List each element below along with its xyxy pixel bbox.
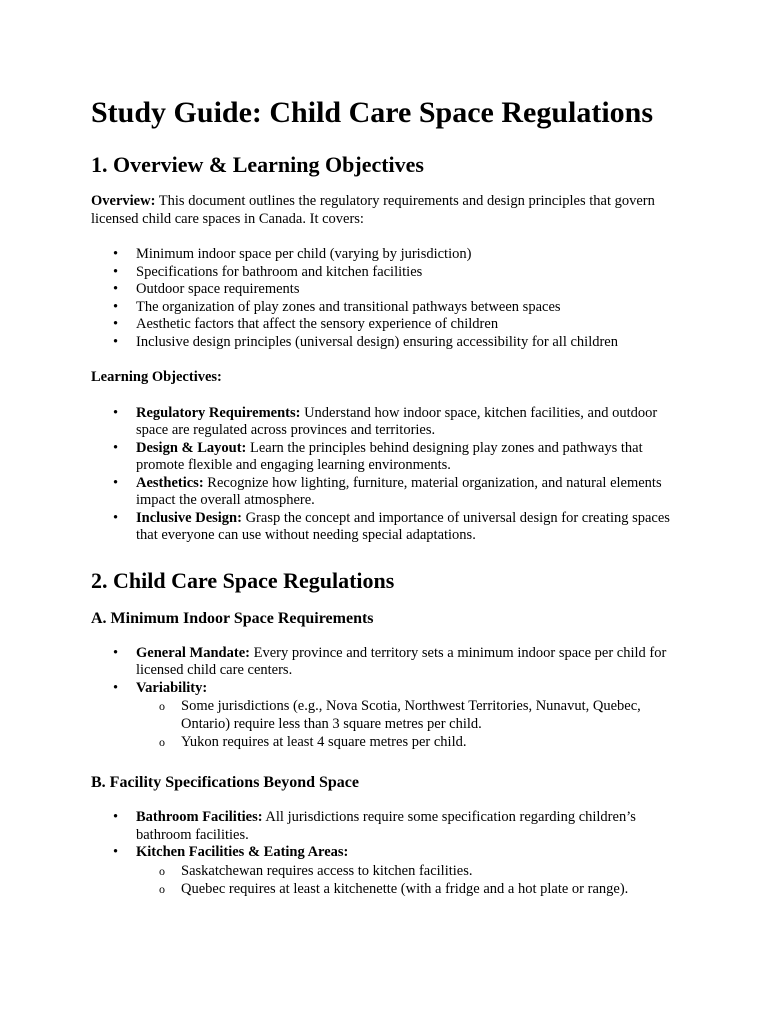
document-title: Study Guide: Child Care Space Regulations (91, 96, 654, 129)
objective-text: Learn the principles behind designing play zones and pathways that promote flexible and engaging learning environments. (136, 439, 643, 473)
bullet-icon: • (113, 644, 119, 661)
list-item (91, 809, 688, 844)
overview-label: Overview: (91, 193, 156, 209)
variability-sublist (136, 697, 688, 751)
subsection-a-heading: A. Minimum Indoor Space Requirements (91, 609, 374, 627)
list-item-text: Aesthetic factors that affect the sensory experience of children (136, 316, 499, 332)
facility-list (91, 809, 688, 898)
list-item (91, 510, 688, 545)
overview-paragraph (91, 193, 688, 228)
objectives-list (91, 405, 688, 545)
kitchen-sublist (136, 862, 688, 898)
bullet-icon: • (113, 316, 119, 332)
bullet-icon: • (113, 246, 119, 262)
objective-label: Aesthetics: (136, 474, 204, 491)
bullet-icon: • (113, 474, 119, 491)
list-item-text: Minimum indoor space per child (varying by jurisdiction) (136, 246, 472, 262)
kitchen-label: Kitchen Facilities & Eating Areas: (136, 844, 349, 860)
sub-list-item-text: Some jurisdictions (e.g., Nova Scotia, Northwest Territories, Nunavut, Quebec, Ontario) require less than 3 square metres per child. (181, 698, 641, 732)
sub-list-item-text: Saskatchewan requires access to kitchen facilities. (181, 862, 473, 879)
objective-label: Regulatory Requirements: (136, 404, 301, 421)
indoor-space-list (91, 645, 688, 752)
bullet-icon: • (113, 844, 119, 860)
subsection-b-heading: B. Facility Specifications Beyond Space (91, 774, 359, 791)
bullet-icon: • (113, 333, 119, 350)
sub-list-item (136, 697, 688, 733)
sub-list-item-text: Yukon requires at least 4 square metres per child. (181, 734, 467, 750)
objective-label: Design & Layout: (136, 439, 247, 456)
circle-bullet-icon: o (159, 863, 165, 878)
list-item (91, 405, 688, 440)
overview-text: This document outlines the regulatory requirements and design principles that govern licensed child care spaces in Canada. It covers: (91, 193, 655, 227)
general-mandate-text: Every province and territory sets a minimum indoor space per child for licensed child care centers. (136, 644, 667, 678)
section-1-heading: 1. Overview & Learning Objectives (91, 152, 424, 177)
section-2-heading: 2. Child Care Space Regulations (91, 567, 395, 593)
list-item (91, 645, 688, 680)
circle-bullet-icon: o (159, 881, 165, 896)
list-item (91, 246, 688, 264)
bullet-icon: • (113, 263, 119, 280)
circle-bullet-icon: o (159, 699, 165, 713)
sub-list-item (136, 862, 688, 880)
circle-bullet-icon: o (159, 735, 165, 749)
list-item (91, 475, 688, 510)
list-item (91, 281, 688, 299)
list-item-text: Inclusive design principles (universal design) ensuring accessibility for all children (136, 333, 618, 350)
sub-list-item (136, 733, 688, 751)
bathroom-label: Bathroom Facilities: (136, 809, 263, 825)
bullet-icon: • (113, 509, 119, 526)
list-item-text: Specifications for bathroom and kitchen facilities (136, 263, 423, 280)
list-item-text: The organization of play zones and transitional pathways between spaces (136, 298, 561, 315)
list-item (91, 440, 688, 475)
bullet-icon: • (113, 439, 119, 456)
list-item (91, 299, 688, 317)
bullet-icon: • (113, 679, 119, 696)
covers-list (91, 246, 688, 351)
bullet-icon: • (113, 281, 119, 297)
objectives-label: Learning Objectives: (91, 369, 222, 385)
list-item-text: Outdoor space requirements (136, 281, 300, 297)
variability-label: Variability: (136, 679, 208, 696)
objective-text: Grasp the concept and importance of universal design for creating spaces that everyone can use without needing special adaptations. (136, 509, 670, 543)
objective-text: Recognize how lighting, furniture, material organization, and natural elements impact the overall atmosphere. (136, 474, 662, 508)
bullet-icon: • (113, 809, 119, 825)
bullet-icon: • (113, 298, 119, 315)
list-item (91, 334, 688, 352)
list-item (91, 316, 688, 334)
sub-list-item-text: Quebec requires at least a kitchenette (with a fridge and a hot plate or range). (181, 880, 629, 897)
list-item (91, 264, 688, 282)
objective-label: Inclusive Design: (136, 509, 242, 526)
bullet-icon: • (113, 404, 119, 421)
general-mandate-label: General Mandate: (136, 644, 250, 661)
sub-list-item (136, 880, 688, 898)
list-item (91, 844, 688, 898)
objective-text: Understand how indoor space, kitchen facilities, and outdoor space are regulated across provinces and territories. (136, 404, 658, 438)
list-item (91, 680, 688, 752)
bathroom-text: All jurisdictions require some specification regarding children’s bathroom facilities. (136, 809, 636, 843)
